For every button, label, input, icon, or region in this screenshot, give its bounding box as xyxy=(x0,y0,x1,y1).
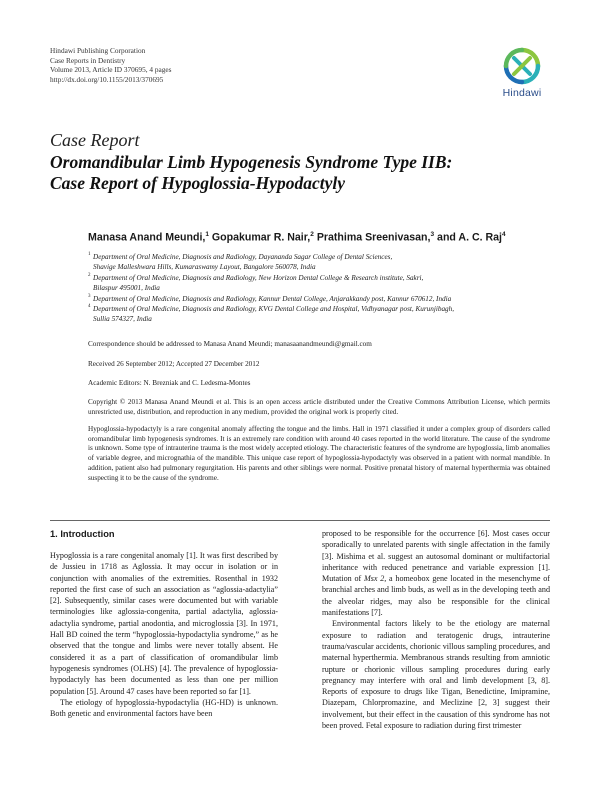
author-name: Manasa Anand Meundi, xyxy=(88,231,206,244)
author-name: Gopakumar R. Nair, xyxy=(211,231,311,244)
article-type: Case Report xyxy=(50,130,140,150)
received-dates: Received 26 September 2012; Accepted 27 December 2012 xyxy=(88,360,260,368)
author-affil-num: 3 xyxy=(430,231,435,238)
affiliation-num: 4 xyxy=(88,304,91,310)
article-title xyxy=(50,152,550,194)
hindawi-logo-icon xyxy=(502,46,542,86)
affiliation xyxy=(88,294,548,304)
paragraph: The etiology of hypoglossia-hypodactylia (HG-HD) is unknown. Both genetic and environmental factors have been xyxy=(50,697,278,719)
publisher: Hindawi Publishing Corporation xyxy=(50,46,146,55)
right-column xyxy=(322,528,550,731)
journal-name: Case Reports in Dentistry xyxy=(50,55,126,65)
text-run: , a homeobox gene located in the mesenchyme of branchial arches and limb buds, as well as in the developing teeth and the alveolar ridges, may also be responsible for the clinical manifestations [7]. xyxy=(322,574,551,618)
gene-name: Msx 2 xyxy=(363,574,385,584)
affiliation-line: Department of Oral Medicine, Diagnosis and Radiology, New Horizon Dental College & Research institute, Sakri, xyxy=(93,273,424,282)
hindawi-logo-text: Hindawi xyxy=(502,87,542,99)
correspondence: Correspondence should be addressed to Manasa Anand Meundi; manasaanandmeundi@gmail.com xyxy=(88,340,372,348)
affiliation xyxy=(88,304,548,325)
affiliation-line: Department of Oral Medicine, Diagnosis and Radiology, Kannur Dental College, Anjarakkandy post, Kannur 670612, India xyxy=(93,294,452,303)
affiliation-line: Bilaspur 495001, India xyxy=(93,284,160,293)
affiliation-line: Department of Oral Medicine, Diagnosis and Radiology, KVG Dental College and Hospital, Vidhyanagar post, Kurunjibagh, xyxy=(93,305,455,314)
section-heading: 1. Introduction xyxy=(50,529,115,539)
author-affil-num: 2 xyxy=(310,231,314,238)
author-name: and A. C. Raj xyxy=(437,231,502,244)
paragraph xyxy=(322,528,550,618)
copyright-notice: Copyright © 2013 Manasa Anand Meundi et al. This is an open access article distributed under the Creative Commons Attribution License, which permits unrestricted use, distribution, and reproduction in any medium, provided the original work is properly cited. xyxy=(88,398,550,416)
paragraph: Environmental factors likely to be the etiology are maternal exposure to radiation and teratogenic drugs, intrauterine trauma/vascular accidents, chorionic villous sampling procedures, and maternal hyperthermia. Membranous strands resulting from amniotic rupture or chorionic villous sampling procedures during early pregnancy may interfere with oral and limb development [3, 8]. Reports of exposure to drugs like Tigan, Benedictine, Imipramine, Diazepam, Chlorpromazine, and Meclizine [2, 3] suggest their involvement, but their effect in the causation of this syndrome has not been proved. Fetal exposure to radiation during first trimester xyxy=(322,619,550,731)
doi-link[interactable]: http://dx.doi.org/10.1155/2013/370695 xyxy=(50,74,164,84)
title-line-1: Oromandibular Limb Hypogenesis Syndrome Type IIB: xyxy=(50,152,453,172)
affiliation-num: 2 xyxy=(88,272,91,278)
text-run: proposed to be responsible for the occurrence [6]. Most cases occur sporadically to unrelated parents with single affectation in the family [3]. Mishima et al. suggest an autosomal dominant or multifactorial inheritance with reduced penetrance and variable expression [1]. Mutation of xyxy=(322,529,550,584)
affiliations xyxy=(88,252,548,325)
affiliation-line: Sullia 574327, India xyxy=(93,315,152,324)
affiliation xyxy=(88,273,548,294)
author-affil-num: 1 xyxy=(205,231,209,238)
author-affil-num: 4 xyxy=(502,231,506,238)
academic-editors: Academic Editors: N. Brezniak and C. Ledesma-Montes xyxy=(88,379,251,387)
volume-info: Volume 2013, Article ID 370695, 4 pages xyxy=(50,65,172,75)
author-list xyxy=(88,231,506,244)
left-column xyxy=(50,528,278,719)
author-name: Prathima Sreenivasan, xyxy=(316,231,431,244)
affiliation xyxy=(88,252,548,273)
affiliation-line: Department of Oral Medicine, Diagnosis and Radiology, Dayananda Sagar College of Dental Sciences, xyxy=(93,253,393,261)
affiliation-num: 3 xyxy=(88,293,91,299)
affiliation-line: Shavige Malleshwara Hills, Kumaraswamy Layout, Bangalore 560078, India xyxy=(93,263,316,272)
affiliation-num: 1 xyxy=(88,252,91,257)
section-divider xyxy=(50,520,550,521)
abstract: Hypoglossia-hypodactyly is a rare congenital anomaly affecting the tongue and the limbs. Hall in 1971 classified it under a complex group of disorders called oromandibular limb hypogenesis syndromes. It is an extremely rare condition with around 40 cases reported in the world literature. The cause of the syndrome is unknown. Some type of intrauterine trauma is the most widely accepted etiology. The characteristic features of the syndrome are hypoglossia, limb anomalies of variable degree, and micrognathia of the mandible. This unique case report of hypoglossia-hypodactyly was observed in a patient with normal mandible. In addition, patient also had pulmonary regurgitation. His parents and other siblings were normal. Positive prenatal history of maternal hyperthermia was obtained suspecting it to be the cause of the syndrome. xyxy=(88,425,550,482)
hindawi-logo xyxy=(494,46,550,106)
journal-info xyxy=(50,46,171,84)
paragraph: Hypoglossia is a rare congenital anomaly [1]. It was first described by de Jussieu in 1718 as Aglossia. It may occur in isolation or in conjunction with anomalies of the extremities. Rosenthal in 1932 reported the first case of such an association as “aglossia-adactylia” [2]. Subsequently, similar cases were documented but with variable terminologies like aglossia-congenita, partial adactylia, aglossia-adactylia syndrome, partial anodontia, and microglossia [3]. In 1971, Hall BD coined the term “hypoglossia-hypodactylia syndrome,” as he observed that the tongue and limbs were never totally absent. He considered it as a part of classification of oromandibular limb hypogenesis syndromes (OLHS) [4]. The prevalence of hypoglossia-hypodactyly has been documented as less than one per million population [5]. Around 47 cases have been reported so far [1]. xyxy=(50,551,278,696)
title-line-2: Case Report of Hypoglossia-Hypodactyly xyxy=(50,173,346,193)
